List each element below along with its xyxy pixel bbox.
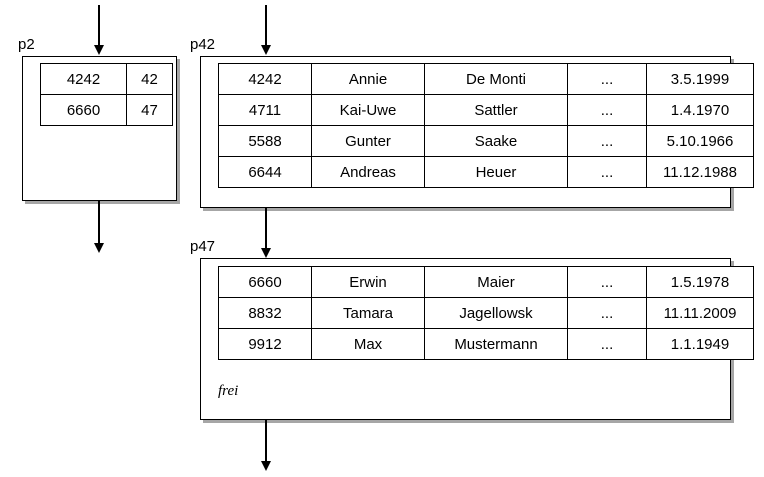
cell-first: Tamara (312, 298, 425, 329)
cell-date: 5.10.1966 (647, 126, 754, 157)
cell-last: Saake (425, 126, 568, 157)
index-key: 4242 (41, 64, 127, 95)
cell-last: Sattler (425, 95, 568, 126)
table-row (219, 95, 754, 126)
cell-dots: ... (568, 126, 647, 157)
cell-dots: ... (568, 298, 647, 329)
cell-dots: ... (568, 329, 647, 360)
cell-id: 5588 (219, 126, 312, 157)
table-row (219, 267, 754, 298)
cell-id: 9912 (219, 329, 312, 360)
index-table-p2 (40, 63, 173, 126)
cell-date: 1.1.1949 (647, 329, 754, 360)
cell-date: 1.5.1978 (647, 267, 754, 298)
cell-first: Andreas (312, 157, 425, 188)
data-table-p42 (218, 63, 754, 188)
node-label-p42: p42 (190, 36, 216, 53)
cell-id: 4242 (219, 64, 312, 95)
cell-dots: ... (568, 64, 647, 95)
cell-first: Gunter (312, 126, 425, 157)
table-row (41, 95, 173, 126)
cell-last: Heuer (425, 157, 568, 188)
cell-last: Maier (425, 267, 568, 298)
node-label-p47: p47 (190, 238, 216, 255)
cell-first: Erwin (312, 267, 425, 298)
cell-id: 6644 (219, 157, 312, 188)
cell-dots: ... (568, 157, 647, 188)
cell-date: 3.5.1999 (647, 64, 754, 95)
cell-date: 11.11.2009 (647, 298, 754, 329)
table-row (41, 64, 173, 95)
index-pointer: 47 (127, 95, 173, 126)
table-row (219, 157, 754, 188)
index-pointer: 42 (127, 64, 173, 95)
cell-id: 8832 (219, 298, 312, 329)
table-row (219, 126, 754, 157)
data-table-p47 (218, 266, 754, 360)
cell-id: 6660 (219, 267, 312, 298)
table-row (219, 298, 754, 329)
cell-dots: ... (568, 267, 647, 298)
cell-id: 4711 (219, 95, 312, 126)
free-space-label: frei (218, 383, 239, 399)
table-row (219, 329, 754, 360)
index-key: 6660 (41, 95, 127, 126)
cell-last: Jagellowsk (425, 298, 568, 329)
cell-first: Kai-Uwe (312, 95, 425, 126)
cell-dots: ... (568, 95, 647, 126)
node-label-p2: p2 (18, 36, 35, 53)
cell-last: De Monti (425, 64, 568, 95)
cell-first: Annie (312, 64, 425, 95)
cell-last: Mustermann (425, 329, 568, 360)
table-row (219, 64, 754, 95)
cell-date: 1.4.1970 (647, 95, 754, 126)
cell-date: 11.12.1988 (647, 157, 754, 188)
cell-first: Max (312, 329, 425, 360)
